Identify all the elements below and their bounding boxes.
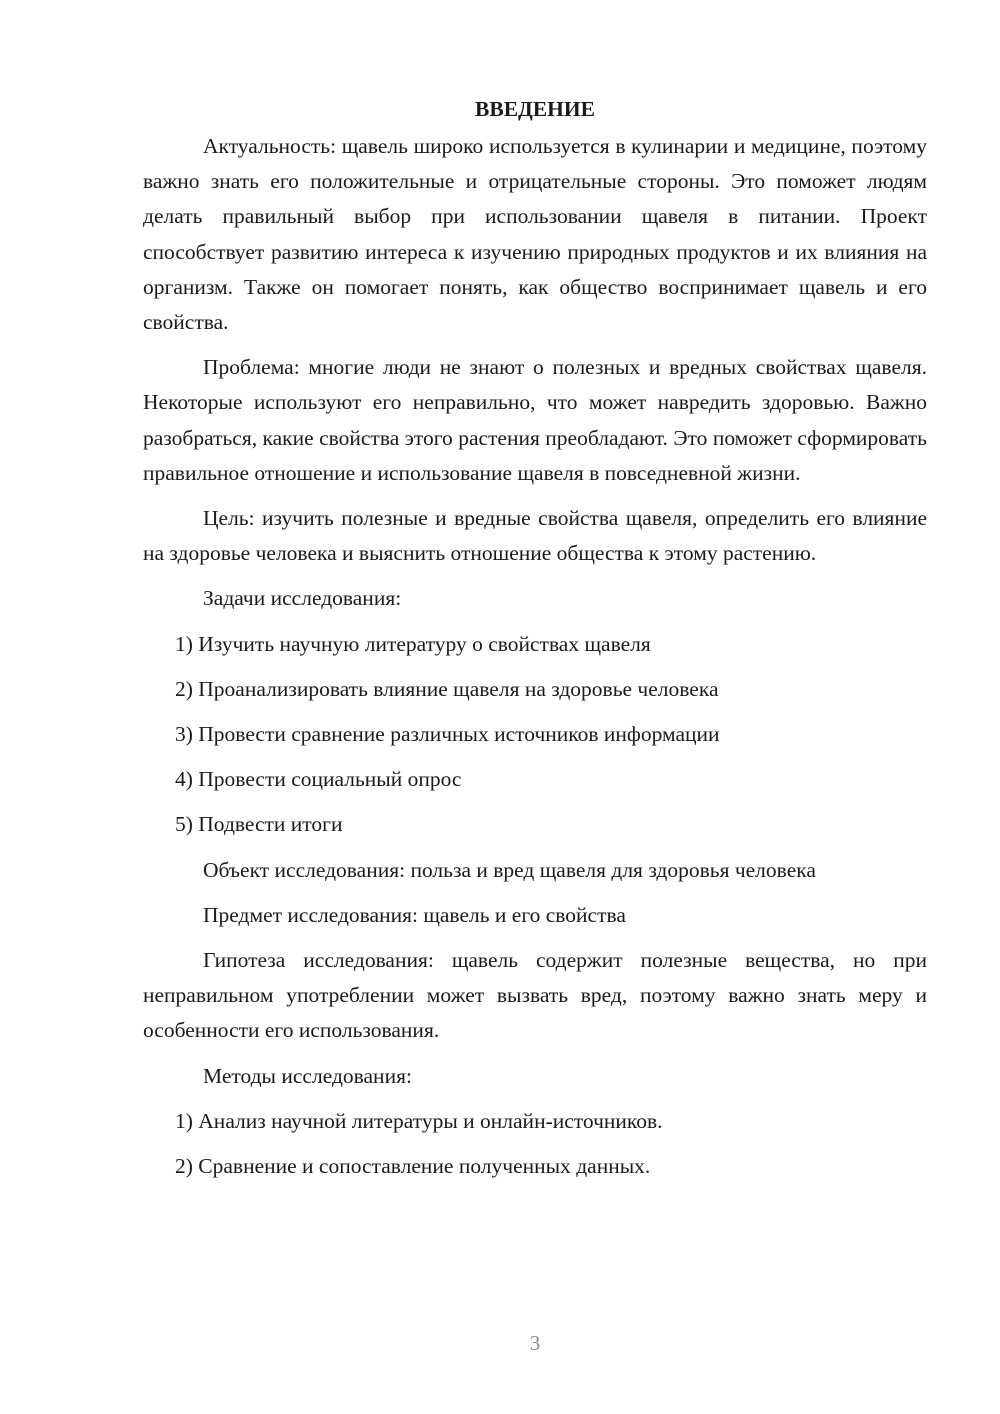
section-title: ВВЕДЕНИЕ [475,97,595,121]
method-item: 2) Сравнение и сопоставление полученных данных. [175,1154,651,1179]
task-item: 1) Изучить научную литературу о свойствах щавеля [175,631,651,656]
task-item: 3) Провести сравнение различных источников информации [175,722,720,747]
task-item: 4) Провести социальный опрос [175,767,462,792]
task-item: 2) Проанализировать влияние щавеля на здоровье человека [175,676,719,701]
object-line: Объект исследования: польза и вред щавеля для здоровья человека [203,857,816,882]
problem-paragraph: Проблема: многие люди не знают о полезных и вредных свойствах щавеля. Некоторые используют его неправильно, что может навредить здоровью. Важно разобраться, какие свойства этого растения преобладают. Это поможет сформировать правильное отношение и использование щавеля в повседневной жизни. [143,355,927,485]
hypothesis-paragraph: Гипотеза исследования: щавель содержит полезные вещества, но при неправильном употреблении может вызвать вред, поэтому важно знать меру и особенности его использования. [143,948,927,1043]
task-item: 5) Подвести итоги [175,812,343,837]
subject-line: Предмет исследования: щавель и его свойства [203,902,626,927]
relevance-paragraph: Актуальность: щавель широко используется в кулинарии и медицине, поэтому важно знать его положительные и отрицательные стороны. Это поможет людям делать правильный выбор при использовании щавеля в питании. Проект способствует развитию интереса к изучению природных продуктов и их влияния на организм. Также он помогает понять, как общество воспринимает щавель и его свойства. [143,134,927,335]
page-content [143,92,927,1194]
tasks-heading: Задачи исследования: [203,586,402,611]
method-item: 1) Анализ научной литературы и онлайн-источников. [175,1108,663,1133]
methods-heading: Методы исследования: [203,1063,412,1088]
page-number: 3 [529,1331,541,1355]
goal-paragraph: Цель: изучить полезные и вредные свойства щавеля, определить его влияние на здоровье человека и выяснить отношение общества к этому растению. [143,506,927,566]
